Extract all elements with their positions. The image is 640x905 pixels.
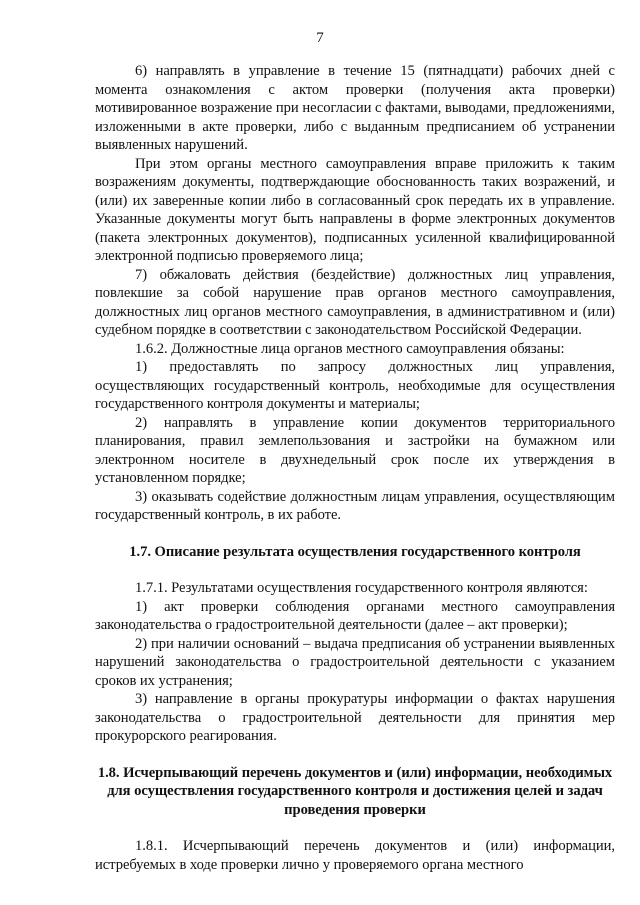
paragraph-result-1: 1) акт проверки соблюдения органами местного самоуправления законодательства о градостроительной деятельности (далее – акт проверки); [95, 598, 615, 633]
paragraph-1-7-1: 1.7.1. Результатами осуществления государственного контроля являются: [135, 580, 588, 596]
paragraph-obligation-3: 3) оказывать содействие должностным лицам управления, осуществляющим государственный контроль, в их работе. [95, 488, 615, 523]
paragraph-1-8-1: 1.8.1. Исчерпывающий перечень документов и (или) информации, истребуемых в ходе проверки лично у проверяемого органа местного [95, 838, 615, 873]
paragraph-obligation-1: 1) предоставлять по запросу должностных лиц управления, осуществляющих государственный контроль, необходимые для осуществления государственного контроля документы и материалы; [95, 359, 615, 412]
paragraph-item-6: 6) направлять в управление в течение 15 (пятнадцати) рабочих дней с момента ознакомления с актом проверки (получения акта проверки) мотивированное возражение при несогласии с фактами, выводами, предложениями, изложенными в акте проверки, либо с выданным предписанием об устранении выявленных нарушений. [95, 63, 615, 153]
paragraph-1-6-2: 1.6.2. Должностные лица органов местного самоуправления обязаны: [135, 340, 565, 357]
paragraph-obligation-2: 2) направлять в управление копии документов территориального планирования, правил землепользования и застройки на бумажном или электронном носителе в двухнедельный срок после их утверждения в установленном порядке; [95, 414, 615, 486]
section-heading-1-8: 1.8. Исчерпывающий перечень документов и (или) информации, необходимых для осуществления государственного контроля и достижения целей и задач проведения проверки [97, 764, 613, 818]
paragraph-item-7: 7) обжаловать действия (бездействие) должностных лиц управления, повлекшие за собой нарушение прав органов местного самоуправления, должностных лиц органов местного самоуправления, в административном и (или) судебном порядке в соответствии с законодательством Российской Федерации. [95, 266, 615, 338]
paragraph-result-2: 2) при наличии оснований – выдача предписания об устранении выявленных нарушений законодательства о градостроительной деятельности с указанием сроков их устранения; [95, 635, 615, 689]
document-body [95, 62, 615, 874]
paragraph-objection-documents: При этом органы местного самоуправления вправе приложить к таким возражениям документы, подтверждающие обоснованность таких возражений, и (или) их заверенные копии либо в согласованный срок передать их в управление. Указанные документы могут быть направлены в форме электронных документов (пакета электронных документов), подписанных усиленной квалифицированной электронной подписью проверяемого лица; [95, 155, 615, 264]
paragraph-result-3: 3) направление в органы прокуратуры информации о фактах нарушения законодательства о градостроительной деятельности для принятия мер прокурорского реагирования. [95, 691, 615, 744]
page-number: 7 [316, 30, 324, 46]
section-heading-1-7: 1.7. Описание результата осуществления государственного контроля [129, 543, 581, 560]
